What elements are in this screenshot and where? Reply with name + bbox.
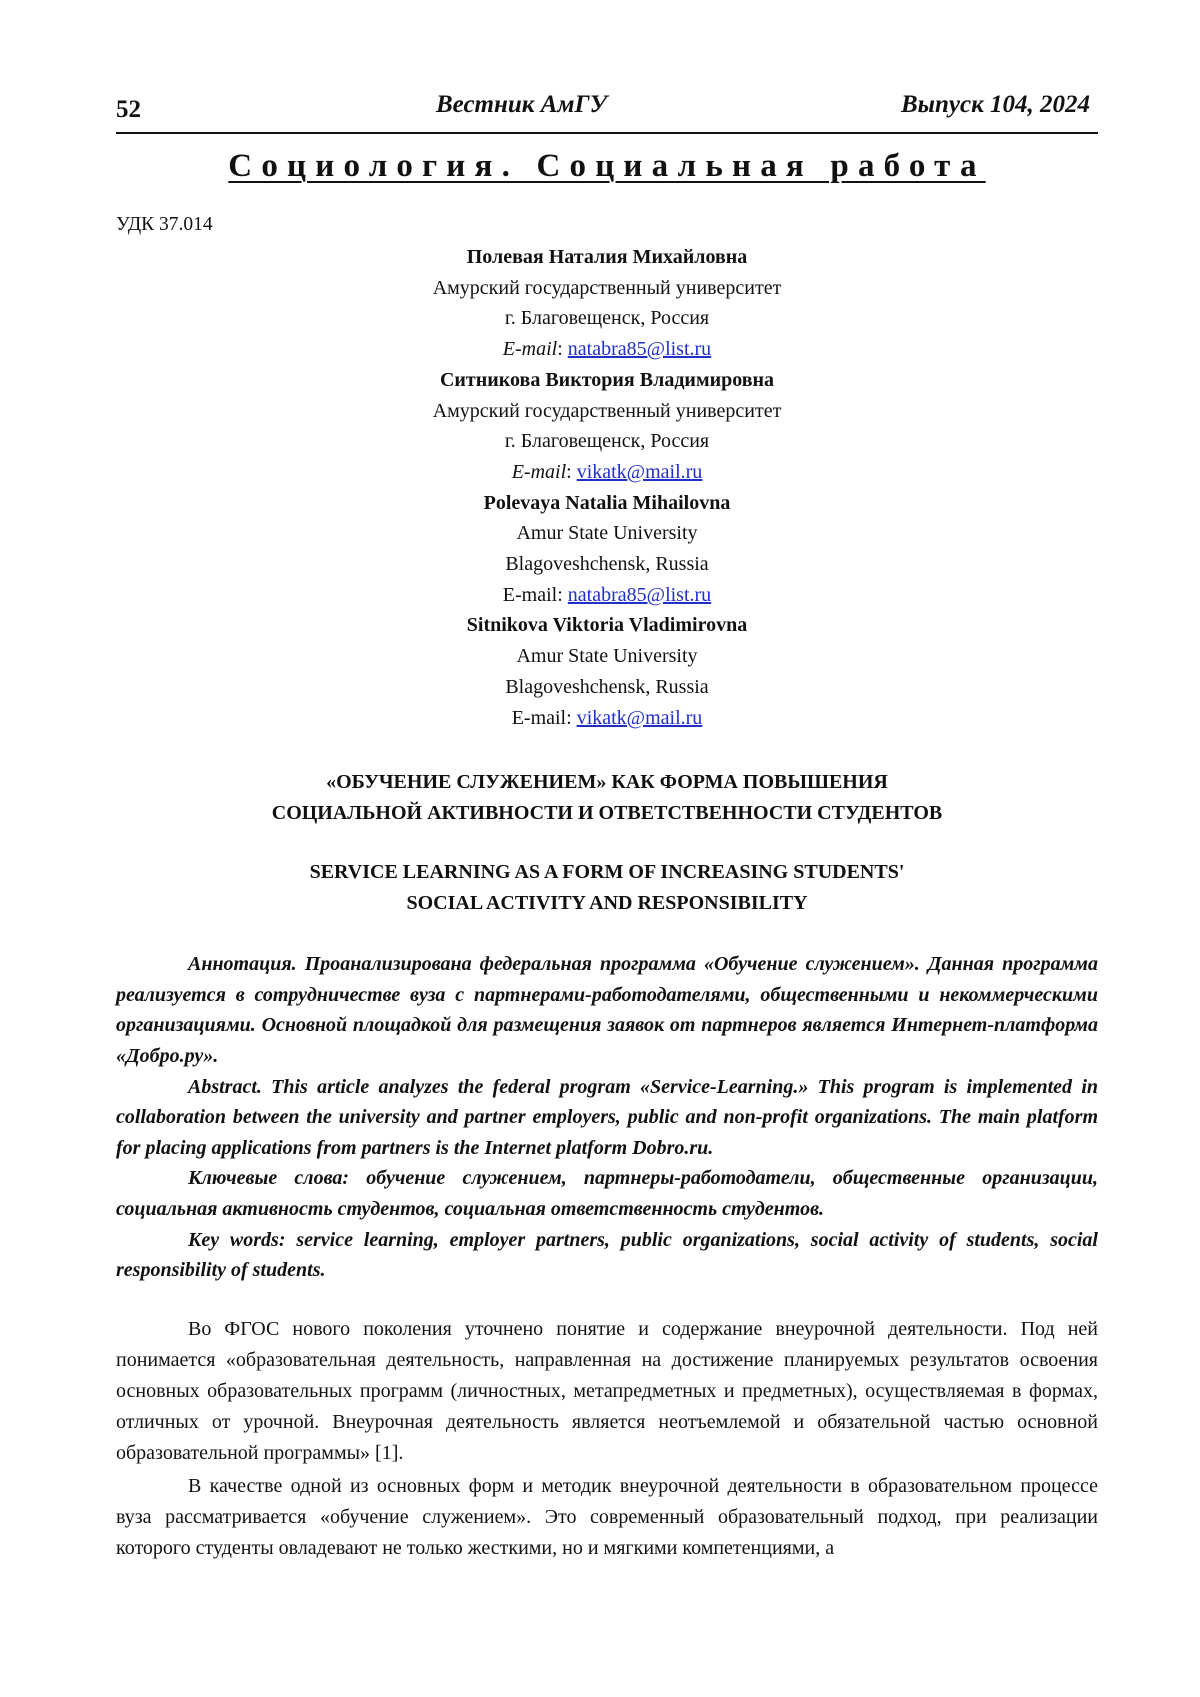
keywords-ru: Ключевые слова: обучение служением, партнеры-работодатели, общественные организации, социальная активность студентов, социальная ответственность студентов. bbox=[116, 1167, 1098, 1220]
author-block bbox=[116, 242, 1098, 733]
email-label: E-mail bbox=[502, 338, 558, 361]
section-title: Социология. Социальная работа bbox=[228, 148, 986, 184]
email-label: E-mail bbox=[511, 706, 567, 729]
article-title-ru: «ОБУЧЕНИЕ СЛУЖЕНИЕМ» КАК ФОРМА ПОВЫШЕНИЯ СОЦИАЛЬНОЙ АКТИВНОСТИ И ОТВЕТСТВЕННОСТИ СТУДЕНТОВ bbox=[271, 771, 943, 825]
author-email-line: E-mail: vikatk@mail.ru bbox=[511, 460, 703, 483]
author-city: г. Благовещенск, Россия bbox=[504, 430, 710, 453]
author-entry bbox=[116, 242, 1098, 365]
email-label: E-mail bbox=[502, 583, 558, 606]
author-name: Polevaya Natalia Mihailovna bbox=[483, 491, 731, 514]
abstract-block bbox=[116, 949, 1098, 1286]
author-email-link[interactable]: natabra85@list.ru bbox=[567, 583, 712, 606]
body-paragraph: В качестве одной из основных форм и методик внеурочной деятельности в образовательном процессе вуза рассматривается «обучение служением». Это современный образовательный подход, при реализации которого студенты овладевают не только жесткими, но и мягкими компетенциями, а bbox=[116, 1474, 1098, 1559]
author-email-link[interactable]: natabra85@list.ru bbox=[567, 338, 712, 361]
author-email-line: E-mail: natabra85@list.ru bbox=[502, 338, 712, 361]
author-email-line: E-mail: vikatk@mail.ru bbox=[511, 706, 703, 729]
article-title-en: SERVICE LEARNING AS A FORM OF INCREASING STUDENTS' SOCIAL ACTIVITY AND RESPONSIBILITY bbox=[309, 861, 905, 915]
author-email-link[interactable]: vikatk@mail.ru bbox=[576, 706, 703, 729]
author-affiliation: Амурский государственный университет bbox=[432, 276, 782, 299]
author-name: Ситникова Виктория Владимировна bbox=[439, 368, 775, 391]
author-email-link[interactable]: vikatk@mail.ru bbox=[576, 460, 703, 483]
abstract-en: Abstract. This article analyzes the federal program «Service-Learning.» This program is implemented in collaboration between the university and partner employers, public and non-profit organizations. The main platform for placing applications from partners is the Internet platform Dobro.ru. bbox=[116, 1075, 1098, 1159]
journal-name: Вестник АмГУ bbox=[436, 91, 607, 118]
article-body bbox=[116, 1314, 1098, 1564]
page-number: 52 bbox=[116, 96, 141, 123]
author-entry bbox=[116, 610, 1098, 733]
author-name: Sitnikova Viktoria Vladimirovna bbox=[466, 614, 748, 637]
email-label: E-mail bbox=[511, 460, 567, 483]
body-paragraph: Во ФГОС нового поколения уточнено понятие и содержание внеурочной деятельности. Под ней понимается «образовательная деятельность, направленная на достижение планируемых результатов освоения основных образовательных программ (личностных, метапредметных и предметных), осуществляемая в формах, отличных от урочной. Внеурочная деятельность является неотъемлемой и обязательной частью основной образовательной программы» [1]. bbox=[116, 1317, 1098, 1464]
running-header bbox=[116, 88, 1098, 132]
keywords-en: Key words: service learning, employer partners, public organizations, social activity of students, social responsibility of students. bbox=[116, 1228, 1098, 1282]
author-affiliation: Amur State University bbox=[516, 522, 698, 545]
author-affiliation: Amur State University bbox=[516, 645, 698, 668]
author-entry bbox=[116, 365, 1098, 488]
header-rule bbox=[116, 132, 1098, 134]
author-entry bbox=[116, 488, 1098, 611]
abstract-ru: Аннотация. Проанализирована федеральная программа «Обучение служением». Данная программа реализуется в сотрудничестве вуза с партнерами-работодателями, общественными и некоммерческими организациями. Основной площадкой для размещения заявок от партнеров является Интернет-платформа «Добро.ру». bbox=[116, 953, 1098, 1068]
author-email-line: E-mail: natabra85@list.ru bbox=[502, 583, 712, 606]
author-city: Blagoveshchensk, Russia bbox=[505, 553, 709, 576]
author-affiliation: Амурский государственный университет bbox=[432, 399, 782, 422]
udc-code: УДК 37.014 bbox=[116, 214, 213, 235]
issue-info: Выпуск 104, 2024 bbox=[900, 91, 1090, 118]
author-name: Полевая Наталия Михайловна bbox=[466, 246, 748, 268]
author-city: Blagoveshchensk, Russia bbox=[505, 675, 709, 698]
author-city: г. Благовещенск, Россия bbox=[504, 307, 710, 330]
journal-page bbox=[116, 88, 1098, 1566]
